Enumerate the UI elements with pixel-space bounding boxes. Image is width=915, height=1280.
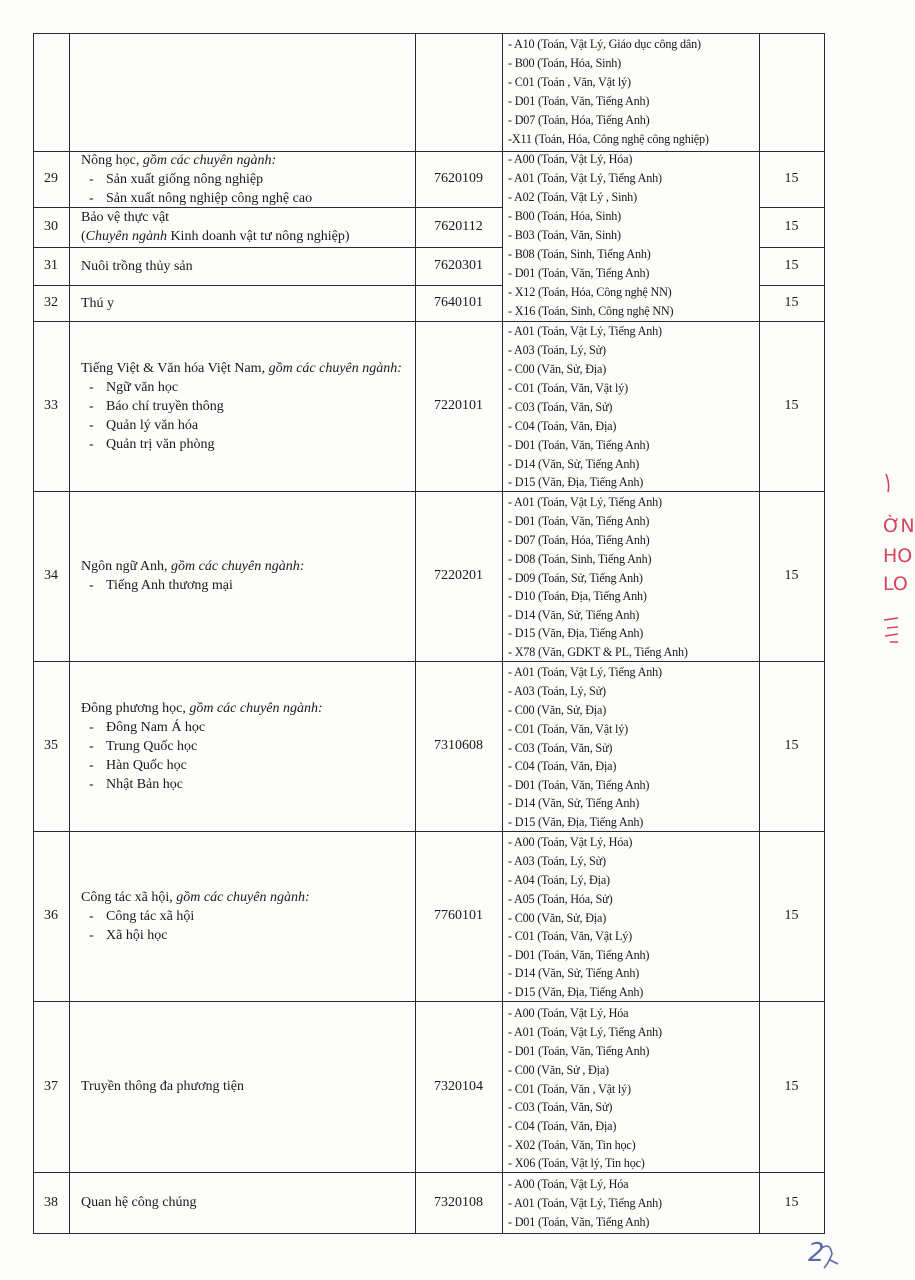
- program-name: [69, 831, 415, 1001]
- program-code: 7620109: [434, 171, 483, 186]
- combo-line: - C03 (Toán, Văn, Sử): [508, 400, 613, 414]
- combo-line: - X16 (Toán, Sinh, Công nghệ NN): [508, 304, 674, 318]
- combo-line: - C04 (Toán, Văn, Địa): [508, 759, 617, 773]
- combo-line: - D15 (Văn, Địa, Tiếng Anh): [508, 626, 644, 640]
- program-subtitle: gồm các chuyên ngành:: [139, 152, 277, 168]
- program-name: [69, 207, 415, 247]
- combo-line: - A01 (Toán, Vật Lý, Tiếng Anh): [508, 665, 662, 679]
- specialization: - Báo chí truyền thông: [81, 397, 409, 416]
- combo-line: - A00 (Toán, Vật Lý, Hóa: [508, 1006, 629, 1020]
- program-name: Truyền thông đa phương tiện: [81, 1079, 245, 1094]
- program-subtitle: gồm các chuyên ngành:: [172, 889, 310, 905]
- row-stt: 35: [44, 738, 58, 753]
- combo-line: - C00 (Văn, Sử, Địa): [508, 911, 607, 925]
- combo-line: - C01 (Toán, Văn, Vật Lý): [508, 929, 633, 943]
- min-score: 15: [784, 738, 799, 753]
- row-stt: 32: [44, 295, 58, 310]
- program-code: 7220201: [434, 568, 483, 583]
- min-score: 15: [784, 908, 799, 923]
- combo-line: - D10 (Toán, Địa, Tiếng Anh): [508, 589, 647, 603]
- combo-line: - D07 (Toán, Hóa, Tiếng Anh): [508, 113, 650, 127]
- combo-line: - D09 (Toán, Sử, Tiếng Anh): [508, 571, 643, 585]
- combo-line: - B00 (Toán, Hóa, Sinh): [508, 56, 622, 70]
- combo-line: - D14 (Văn, Sử, Tiếng Anh): [508, 796, 640, 810]
- combo-line: - B08 (Toán, Sinh, Tiếng Anh): [508, 247, 651, 261]
- page-mark: 2: [808, 1238, 825, 1268]
- paren-open: (: [81, 229, 86, 244]
- program-name: [69, 661, 415, 831]
- combo-line: - A01 (Toán, Vật Lý, Tiếng Anh): [508, 324, 662, 338]
- combo-line: - D14 (Văn, Sử, Tiếng Anh): [508, 966, 640, 980]
- combo-line: - A00 (Toán, Vật Lý, Hóa: [508, 1177, 629, 1191]
- program-title: Nông học,: [81, 152, 140, 168]
- combo-line: - D15 (Văn, Địa, Tiếng Anh): [508, 475, 644, 489]
- program-name: Nuôi trồng thủy sản: [81, 258, 193, 274]
- combo-line: -X11 (Toán, Hóa, Công nghệ công nghiệp): [508, 132, 709, 146]
- program-title: Đông phương học,: [81, 700, 186, 716]
- combo-line: - C03 (Toán, Văn, Sử): [508, 1100, 613, 1114]
- combo-line: - C03 (Toán, Văn, Sử): [508, 741, 613, 755]
- row-stt: 31: [44, 258, 58, 273]
- combo-line: - C01 (Toán, Văn, Vật lý): [508, 381, 628, 395]
- margin-handwriting: ỜN: [883, 515, 915, 537]
- specialization: - Tiếng Anh thương mại: [81, 576, 415, 595]
- combo-line: - D07 (Toán, Hóa, Tiếng Anh): [508, 533, 650, 547]
- row-stt: 33: [44, 398, 58, 413]
- combo-line: - X78 (Văn, GDKT & PL, Tiếng Anh): [508, 645, 688, 659]
- combo-line: - B00 (Toán, Hóa, Sinh): [508, 209, 622, 223]
- specialization: - Xã hội học: [81, 926, 415, 945]
- combo-line: - A03 (Toán, Lý, Sử): [508, 343, 606, 357]
- combo-line: - A05 (Toán, Hóa, Sử): [508, 892, 613, 906]
- program-code: 7310608: [434, 738, 483, 753]
- combo-line: - A04 (Toán, Lý, Địa): [508, 873, 610, 887]
- specialization: - Ngữ văn học: [81, 378, 409, 397]
- min-score: 15: [784, 1194, 799, 1210]
- specialization: - Hàn Quốc học: [81, 756, 415, 775]
- program-name: [69, 321, 409, 491]
- combo-line: - C04 (Toán, Văn, Địa): [508, 419, 617, 433]
- program-code: 7760101: [434, 908, 483, 923]
- combo-line: - D15 (Văn, Địa, Tiếng Anh): [508, 985, 644, 999]
- specialization: - Quản trị văn phòng: [81, 435, 409, 454]
- combo-line: - D01 (Toán, Văn, Tiếng Anh): [508, 1044, 650, 1058]
- program-name: [69, 491, 415, 661]
- combo-line: - X12 (Toán, Hóa, Công nghệ NN): [508, 285, 672, 299]
- combo-line: - D08 (Toán, Sinh, Tiếng Anh): [508, 552, 652, 566]
- combo-line: - D14 (Văn, Sử, Tiếng Anh): [508, 608, 640, 622]
- min-score: 15: [784, 258, 799, 273]
- program-name: Thú y: [81, 295, 115, 311]
- program-subtitle: gồm các chuyên ngành:: [185, 700, 323, 716]
- specialization: - Đông Nam Á học: [81, 718, 415, 737]
- margin-handwriting: HO: [883, 545, 913, 567]
- specialization: - Sản xuất nông nghiệp công nghệ cao: [81, 189, 415, 208]
- row-stt: 29: [44, 171, 58, 186]
- program-code: 7640101: [434, 295, 483, 310]
- combo-line: - C00 (Văn, Sử, Địa): [508, 362, 607, 376]
- combo-line: - A02 (Toán, Vật Lý , Sinh): [508, 190, 637, 204]
- combo-line: - D01 (Toán, Văn, Tiếng Anh): [508, 778, 650, 792]
- combo-line: - D01 (Toán, Văn, Tiếng Anh): [508, 514, 650, 528]
- combo-line: - C00 (Văn, Sử, Địa): [508, 703, 607, 717]
- program-title: Tiếng Việt & Văn hóa Việt Nam,: [81, 360, 266, 376]
- combo-line: - A00 (Toán, Vật Lý, Hóa): [508, 152, 633, 166]
- program-code: 7620112: [434, 219, 483, 234]
- min-score: 15: [784, 171, 799, 186]
- combo-line: - A01 (Toán, Vật Lý, Tiếng Anh): [508, 171, 662, 185]
- combo-line: - A00 (Toán, Vật Lý, Hóa): [508, 835, 633, 849]
- combo-line: - X06 (Toán, Vật lý, Tin học): [508, 1156, 645, 1170]
- margin-handwriting: LO: [883, 573, 908, 595]
- specialization: - Quản lý văn hóa: [81, 416, 409, 435]
- program-subtitle-rest: Kinh doanh vật tư nông nghiệp): [166, 229, 350, 244]
- row-stt: 36: [44, 908, 58, 923]
- combo-line: - A10 (Toán, Vật Lý, Giáo dục công dân): [508, 37, 701, 51]
- program-name: [69, 151, 415, 207]
- specialization: - Công tác xã hội: [81, 907, 415, 926]
- min-score: 15: [784, 398, 799, 413]
- specialization: - Trung Quốc học: [81, 737, 415, 756]
- combo-line: - D14 (Văn, Sử, Tiếng Anh): [508, 457, 640, 471]
- min-score: 15: [784, 568, 799, 583]
- combo-line: - X02 (Toán, Văn, Tin học): [508, 1138, 636, 1152]
- combo-line: - A03 (Toán, Lý, Sử): [508, 684, 606, 698]
- combo-line: - D01 (Toán, Văn, Tiếng Anh): [508, 948, 650, 962]
- combo-line: - D01 (Toán, Văn, Tiếng Anh): [508, 438, 650, 452]
- combo-line: - A03 (Toán, Lý, Sử): [508, 854, 606, 868]
- combo-line: - C00 (Văn, Sử , Địa): [508, 1063, 609, 1077]
- program-title: Bảo vệ thực vật: [81, 210, 170, 225]
- program-code: 7320108: [434, 1194, 483, 1210]
- combo-line: - A01 (Toán, Vật Lý, Tiếng Anh): [508, 1025, 662, 1039]
- combo-line: - A01 (Toán, Vật Lý, Tiếng Anh): [508, 495, 662, 509]
- min-score: 15: [784, 219, 799, 234]
- program-subtitle: gồm các chuyên ngành:: [167, 559, 305, 574]
- combo-line: - D01 (Toán, Văn, Tiếng Anh): [508, 266, 650, 280]
- combo-line: - D01 (Toán, Văn, Tiếng Anh): [508, 94, 650, 108]
- combo-line: - A01 (Toán, Vật Lý, Tiếng Anh): [508, 1196, 662, 1210]
- program-title: Công tác xã hội,: [81, 889, 173, 905]
- combo-line: - C01 (Toán, Văn, Vật lý): [508, 722, 628, 736]
- program-code: 7220101: [434, 398, 483, 413]
- row-stt: 30: [44, 219, 58, 234]
- combo-line: - B03 (Toán, Văn, Sinh): [508, 228, 621, 242]
- specialization: - Sản xuất giống nông nghiệp: [81, 170, 415, 189]
- min-score: 15: [784, 1078, 799, 1094]
- min-score: 15: [784, 295, 799, 310]
- program-code: 7620301: [434, 258, 483, 273]
- combo-line: - C04 (Toán, Văn, Địa): [508, 1119, 617, 1133]
- specialization: - Nhật Bản học: [81, 775, 415, 794]
- page-mark-scribble-icon: [820, 1240, 840, 1272]
- program-name: Quan hệ công chúng: [81, 1195, 197, 1210]
- row-stt: 37: [44, 1078, 58, 1094]
- row-stt: 38: [44, 1194, 58, 1210]
- program-subtitle: gồm các chuyên ngành:: [265, 360, 402, 376]
- combo-line: - D01 (Toán, Văn, Tiếng Anh): [508, 1215, 650, 1229]
- program-subtitle: Chuyên ngành: [85, 229, 167, 244]
- program-title: Ngôn ngữ Anh,: [81, 559, 168, 574]
- program-code: 7320104: [434, 1078, 483, 1094]
- row-stt: 34: [44, 568, 58, 583]
- combo-line: - C01 (Toán, Văn , Vật lý): [508, 1082, 631, 1096]
- margin-scribble-icon: [878, 470, 900, 650]
- combo-line: - D15 (Văn, Địa, Tiếng Anh): [508, 815, 644, 829]
- combo-line: - C01 (Toán , Văn, Vật lý): [508, 75, 631, 89]
